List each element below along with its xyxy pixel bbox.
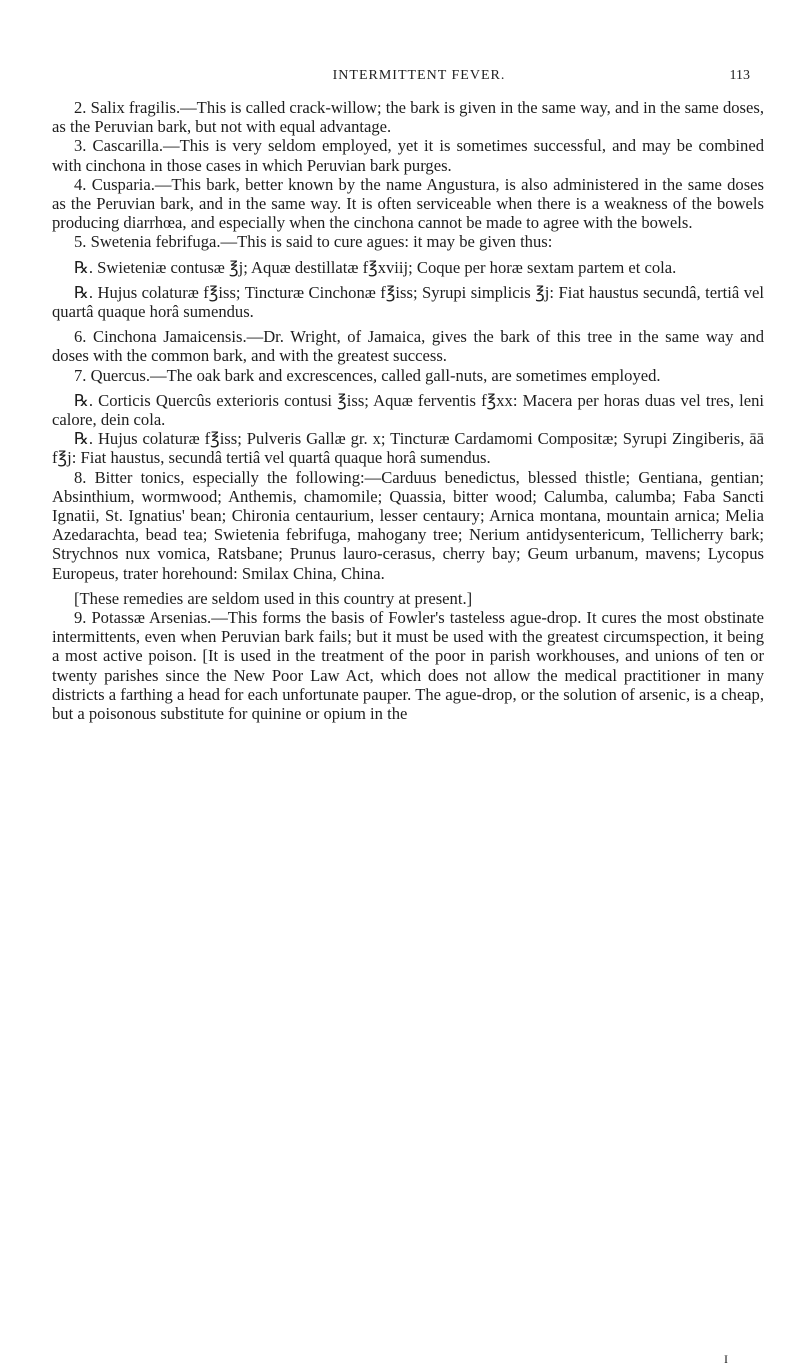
paragraph-cusparia: 4. Cusparia.—This bark, better known by the name Angustura, is also administered in the same doses as the Peruvian bark, and in the same way. It is often serviceable when there is a weakness of the bowels producing diarrhœa, and especially when the cinchona cannot be made to agree with the bowels. — [52, 174, 764, 233]
paragraph-editorial-note: [These remedies are seldom used in this country at present.] — [74, 588, 473, 608]
prescription-haustus-2: ℞. Hujus colaturæ f℥iss; Pulveris Gallæ gr. x; Tincturæ Cardamomi Compositæ; Syrupi Zingiberis, āā f℥j: Fiat haustus, secundâ tertiâ vel quartâ quaque horâ sumendus. — [52, 429, 764, 468]
page-number: 113 — [729, 68, 750, 83]
prescription-quercus: ℞. Corticis Quercûs exterioris contusi ℥iss; Aquæ ferventis f℥xx: Macera per horas duas vel tres, leni calore, dein cola. — [52, 390, 764, 430]
paragraph-salix: 2. Salix fragilis.—This is called crack-willow; the bark is given in the same way, and in the same doses, as the Peruvian bark, but not with equal advantage. — [52, 98, 764, 137]
paragraph-swetenia: 5. Swetenia febrifuga.—This is said to cure agues: it may be given thus: — [74, 232, 553, 252]
signature-mark: I — [724, 1352, 728, 1366]
paragraph-potassae-arsenias: 9. Potassæ Arsenias.—This forms the basis of Fowler's tasteless ague-drop. It cures the most obstinate intermittents, even when Peruvian bark fails; but it must be used with the greatest circumspection, it being a most active poison. [It is used in the treatment of the poor in parish workhouses, and unions of ten or twenty parishes since the New Poor Law Act, which does not allow the medical practitioner in many districts a farthing a head for each unfortunate pauper. The ague-drop, or the solution of arsenic, is a cheap, but a poisonous substitute for quinine or opium in the — [52, 608, 764, 724]
prescription-swietenia: ℞. Swieteniæ contusæ ℥j; Aquæ destillatæ f℥xviij; Coque per horæ sextam partem et cola. — [74, 257, 677, 277]
paragraph-quercus: 7. Quercus.—The oak bark and excrescences, called gall-nuts, are sometimes employed. — [74, 365, 661, 385]
body-text — [52, 98, 764, 723]
running-title: INTERMITTENT FEVER. — [332, 68, 506, 83]
running-head — [88, 68, 750, 90]
paragraph-cascarilla: 3. Cascarilla.—This is very seldom employed, yet it is sometimes successful, and may be combined with cinchona in those cases in which Peruvian bark purges. — [52, 136, 764, 175]
prescription-haustus-1: ℞. Hujus colaturæ f℥iss; Tincturæ Cinchonæ f℥iss; Syrupi simplicis ℥j: Fiat haustus secundâ, tertiâ vel quartâ quaque horâ sumendus. — [52, 282, 764, 322]
paragraph-cinchona-jamaicensis: 6. Cinchona Jamaicensis.—Dr. Wright, of Jamaica, gives the bark of this tree in the same way and doses with the common bark, and with the greatest success. — [52, 327, 764, 366]
paragraph-bitter-tonics: 8. Bitter tonics, especially the following:—Carduus benedictus, blessed thistle; Gentiana, gentian; Absinthium, wormwood; Anthemis, chamomile; Quassia, bitter wood; Calumba, calumba; Faba Sancti Ignatii, St. Ignatius' bean; Chironia centaurium, lesser centaury; Arnica montana, mountain arnica; Melia Azedarachta, bead tea; Swietenia febrifuga, mahogany tree; Nerium antidysentericum, Tellicherry bark; Strychnos nux vomica, Ratsbane; Prunus lauro-cerasus, cherry bay; Geum urbanum, mavens; Lycopus Europeus, trater horehound: Smilax China, China. — [52, 467, 764, 583]
